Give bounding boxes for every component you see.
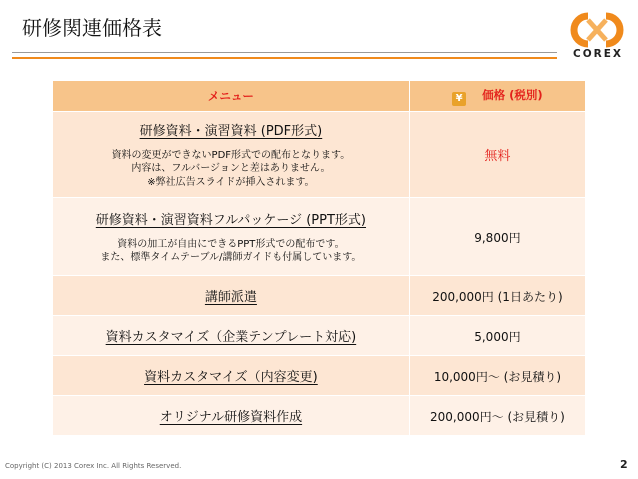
item-note: また、標準タイムテーブル/講師ガイドも付属しています。 xyxy=(100,252,362,263)
table-row xyxy=(53,316,586,356)
menu-cell xyxy=(53,112,410,198)
price-value: 無料 xyxy=(484,149,511,164)
item-title: 研修資料・演習資料 (PDF形式) xyxy=(139,123,323,139)
table-row xyxy=(53,112,586,198)
item-note: 資料の変更ができないPDF形式での配布となります。 xyxy=(111,149,351,161)
price-value: 200,000円 (1日あたり) xyxy=(432,290,563,304)
menu-cell xyxy=(53,316,410,356)
menu-cell xyxy=(53,396,410,436)
price-cell xyxy=(409,356,585,396)
menu-cell xyxy=(53,276,410,316)
table-header-row xyxy=(53,81,586,112)
price-value: 9,800円 xyxy=(474,231,521,245)
price-value: 5,000円 xyxy=(474,330,521,344)
header-divider-orange xyxy=(12,57,557,59)
logo-text: COREX xyxy=(573,48,623,60)
table-row xyxy=(53,276,586,316)
menu-cell xyxy=(53,356,410,396)
item-title: 資料カスタマイズ（内容変更) xyxy=(144,370,318,385)
item-title: 研修資料・演習資料フルパッケージ (PPT形式) xyxy=(95,212,367,228)
item-title: 資料カスタマイズ（企業テンプレート対応) xyxy=(105,330,357,345)
price-value: 200,000円～ (お見積り) xyxy=(430,410,565,424)
price-cell xyxy=(409,112,585,198)
table-row xyxy=(53,396,586,436)
item-note: 内容は、フルバージョンと差はありません。 xyxy=(131,163,331,175)
copyright-text: Copyright (C) 2013 Corex Inc. All Rights Reserved. xyxy=(5,462,182,470)
yen-icon: ¥ xyxy=(452,92,466,106)
table-row xyxy=(53,198,586,276)
price-cell xyxy=(409,276,585,316)
menu-cell xyxy=(53,198,410,276)
column-header-menu: メニュー xyxy=(53,81,410,112)
table-row xyxy=(53,356,586,396)
item-title: 講師派遣 xyxy=(204,290,257,305)
page-number: 2 xyxy=(620,458,628,471)
page-title: 研修関連価格表 xyxy=(22,16,162,40)
header-divider-gray xyxy=(12,52,557,53)
item-note: 資料の加工が自由にできるPPT形式での配布です。 xyxy=(117,238,345,250)
column-header-price xyxy=(409,81,585,112)
item-note: ※弊社広告スライドが挿入されます。 xyxy=(147,176,315,188)
price-value: 10,000円～ (お見積り) xyxy=(433,370,561,384)
price-cell xyxy=(409,396,585,436)
column-header-price-label: 価格 (税別) xyxy=(482,87,543,102)
price-cell xyxy=(409,316,585,356)
price-cell xyxy=(409,198,585,276)
item-title: オリジナル研修資料作成 xyxy=(159,410,303,425)
price-table xyxy=(52,80,586,436)
